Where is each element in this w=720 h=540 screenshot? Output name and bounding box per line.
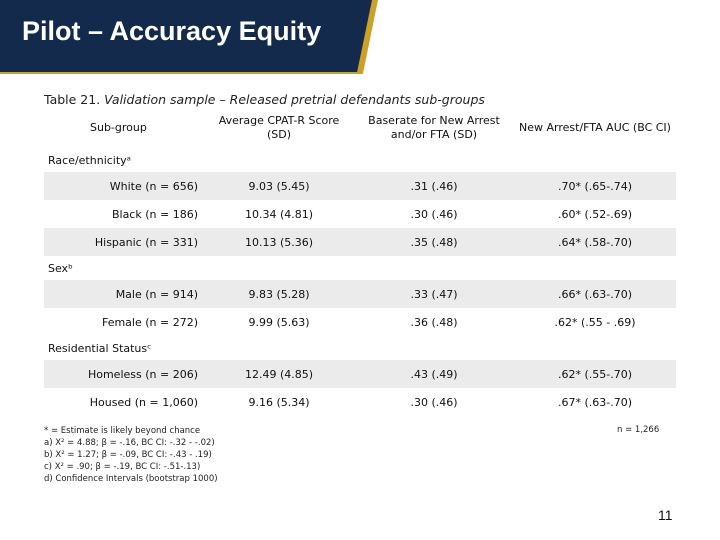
row-auc: .62* (.55 - .69) xyxy=(554,315,636,329)
table-caption-text: Validation sample – Released pretrial defendants sub-groups xyxy=(104,92,485,107)
table-row xyxy=(44,200,676,228)
row-baserate: .30 (.46) xyxy=(410,207,458,221)
table-row xyxy=(44,172,676,200)
table-row xyxy=(44,308,676,336)
validation-table xyxy=(44,108,676,416)
footnote: b) Χ² = 1.27; β = -.09, BC CI: -.43 - .19) xyxy=(44,450,212,460)
row-score: 10.13 (5.36) xyxy=(204,228,354,256)
table-row xyxy=(44,388,676,416)
row-score: 9.83 (5.28) xyxy=(204,280,354,308)
row-auc: .62* (.55-.70) xyxy=(514,360,676,388)
row-score: 10.34 (4.81) xyxy=(244,207,314,221)
row-baserate: .30 (.46) xyxy=(410,395,458,409)
row-name: Black (n = 186) xyxy=(111,207,198,221)
group-row xyxy=(44,256,676,280)
row-name: White (n = 656) xyxy=(44,172,204,200)
row-auc: .67* (.63-.70) xyxy=(557,395,633,409)
slide-title: Pilot – Accuracy Equity xyxy=(22,16,322,46)
row-baserate: .43 (.49) xyxy=(354,360,514,388)
row-auc: .64* (.58-.70) xyxy=(514,228,676,256)
header-score: Average CPAT-R Score (SD) xyxy=(218,114,340,141)
footnote: * = Estimate is likely beyond chance xyxy=(44,426,201,436)
footnote: d) Confidence Intervals (bootstrap 1000) xyxy=(44,474,218,484)
group-label: Race/ethnicityᵃ xyxy=(48,153,131,167)
row-baserate: .33 (.47) xyxy=(354,280,514,308)
table-row xyxy=(44,360,676,388)
row-name: Housed (n = 1,060) xyxy=(89,395,198,409)
header-auc: New Arrest/FTA AUC (BC CI) xyxy=(519,121,671,134)
page-number: 11 xyxy=(658,507,673,523)
table-caption xyxy=(44,92,485,107)
footnote: a) Χ² = 4.88; β = -.16, BC CI: -.32 - -.02) xyxy=(44,438,215,448)
footnotes xyxy=(44,425,218,485)
row-name: Hispanic (n = 331) xyxy=(44,228,204,256)
row-auc: .70* (.65-.74) xyxy=(514,172,676,200)
group-label: Sexᵇ xyxy=(48,261,73,275)
row-baserate: .36 (.48) xyxy=(410,315,458,329)
row-score: 9.03 (5.45) xyxy=(204,172,354,200)
table-row xyxy=(44,228,676,256)
row-score: 9.99 (5.63) xyxy=(248,315,310,329)
footnote: c) Χ² = .90; β = -.19, BC CI: -.51-.13) xyxy=(44,462,201,472)
row-auc: .66* (.63-.70) xyxy=(514,280,676,308)
header-baserate: Baserate for New Arrest and/or FTA (SD) xyxy=(368,114,500,141)
row-name: Homeless (n = 206) xyxy=(44,360,204,388)
total-n: n = 1,266 xyxy=(617,425,660,435)
table-row xyxy=(44,280,676,308)
row-score: 9.16 (5.34) xyxy=(248,395,310,409)
row-baserate: .31 (.46) xyxy=(354,172,514,200)
row-score: 12.49 (4.85) xyxy=(204,360,354,388)
group-row xyxy=(44,336,676,360)
row-auc: .60* (.52-.69) xyxy=(557,207,633,221)
group-label: Residential Statusᶜ xyxy=(48,341,152,355)
group-row xyxy=(44,148,676,172)
row-name: Male (n = 914) xyxy=(44,280,204,308)
header-subgroup: Sub-group xyxy=(90,121,147,134)
table-header-row xyxy=(44,108,676,148)
row-name: Female (n = 272) xyxy=(101,315,198,329)
row-baserate: .35 (.48) xyxy=(354,228,514,256)
table-caption-label: Table 21. xyxy=(44,92,101,107)
